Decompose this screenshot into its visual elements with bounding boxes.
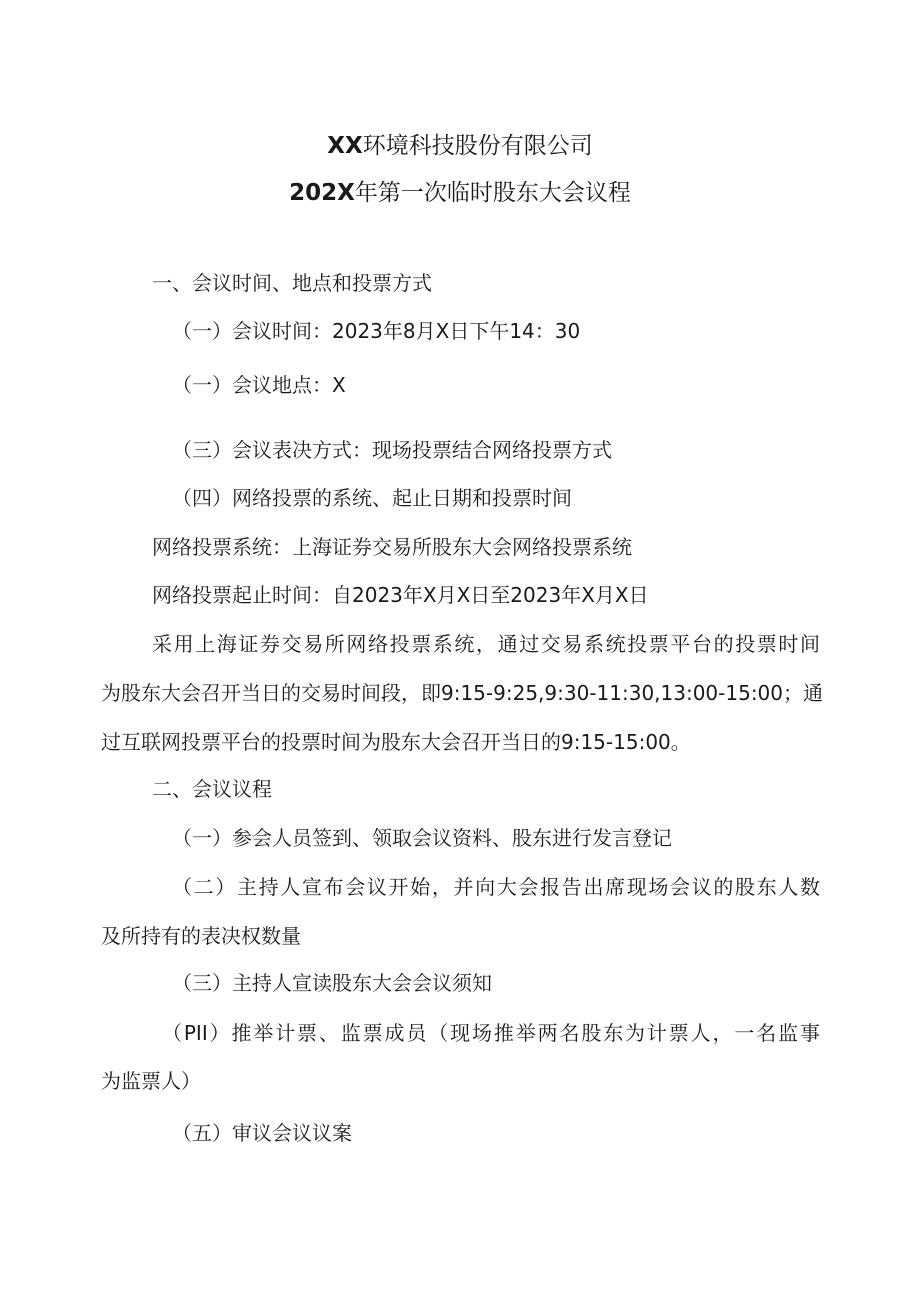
agenda-item-3: （三）主持人宣读股东大会会议须知	[172, 971, 492, 995]
voting-time-paragraph-line-3: 过互联网投票平台的投票时间为股东大会召开当日的9:15-15:00。	[101, 730, 691, 754]
company-name-prefix: XX	[327, 133, 363, 159]
agenda-item-5: （五）审议会议议案	[172, 1121, 352, 1145]
online-voting-system: 网络投票系统：上海证券交易所股东大会网络投票系统	[152, 535, 632, 559]
agenda-item-4-line-2: 为监票人）	[101, 1069, 201, 1093]
voting-method: （三）会议表决方式：现场投票结合网络投票方式	[172, 438, 612, 462]
section-1-heading: 一、会议时间、地点和投票方式	[152, 271, 432, 295]
agenda-item-2-line-1: （二）主持人宣布会议开始，并向大会报告出席现场会议的股东人数	[172, 875, 820, 899]
agenda-item-2-line-2: 及所持有的表决权数量	[101, 924, 301, 948]
meeting-place: （一）会议地点：X	[172, 373, 346, 397]
meeting-agenda-rest: 年第一次临时股东大会议程	[354, 180, 631, 206]
agenda-item-1: （一）参会人员签到、领取会议资料、股东进行发言登记	[172, 826, 672, 850]
meeting-year: 202X	[289, 180, 355, 206]
company-name-rest: 环境科技股份有限公司	[362, 133, 593, 159]
section-2-heading: 二、会议议程	[152, 777, 272, 801]
voting-time-paragraph-line-2: 为股东大会召开当日的交易时间段，即9:15-9:25,9:30-11:30,13:00-15:00；通	[101, 681, 824, 705]
company-name-title	[0, 131, 920, 161]
voting-time-paragraph-line-1: 采用上海证券交易所网络投票系统，通过交易系统投票平台的投票时间	[152, 632, 820, 656]
online-voting-period: 网络投票起止时间：自2023年X月X日至2023年X月X日	[152, 583, 649, 607]
online-voting-heading: （四）网络投票的系统、起止日期和投票时间	[172, 486, 572, 510]
meeting-agenda-title	[0, 178, 920, 208]
meeting-time: （一）会议时间：2023年8月X日下午14：30	[172, 319, 581, 343]
agenda-item-4-line-1: （PII）推举计票、监票成员（现场推举两名股东为计票人，一名监事	[162, 1021, 820, 1045]
